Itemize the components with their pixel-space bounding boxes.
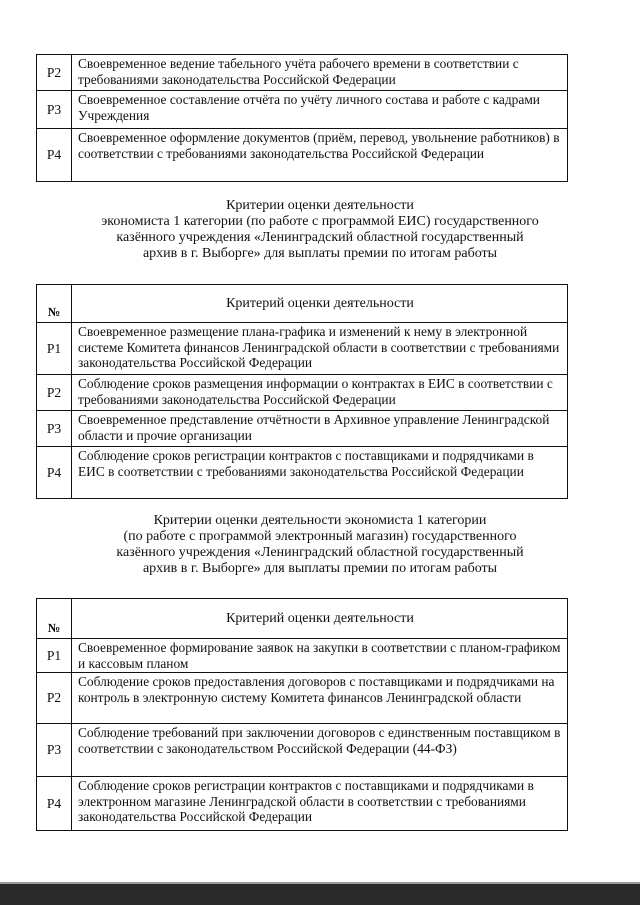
criterion-code: Р3 <box>37 91 72 129</box>
criterion-code: Р4 <box>37 129 72 182</box>
criterion-code: Р4 <box>37 777 72 831</box>
criterion-code: Р2 <box>37 673 72 724</box>
criterion-text: Своевременное формирование заявок на закупки в соответствии с планом-графиком и кассовым планом <box>72 639 568 673</box>
table-row <box>37 91 568 129</box>
section-heading-eshop <box>60 513 580 577</box>
criterion-code: Р2 <box>37 55 72 91</box>
table-row <box>37 55 568 91</box>
criterion-text: Своевременное ведение табельного учёта рабочего времени в соответствии с требованиями законодательства Российской Федерации <box>72 55 568 91</box>
column-header-criterion: Критерий оценки деятельности <box>72 285 568 323</box>
table-header-row <box>37 285 568 323</box>
heading-line: архив в г. Выборге» для выплаты премии по итогам работы <box>142 561 498 576</box>
criterion-code: Р2 <box>37 375 72 411</box>
criterion-text: Соблюдение сроков размещения информации о контрактах в ЕИС в соответствии с требованиями законодательства Российской Федерации <box>72 375 568 411</box>
table-row <box>37 411 568 447</box>
heading-line: архив в г. Выборге» для выплаты премии по итогам работы <box>142 246 498 261</box>
criterion-text: Своевременное оформление документов (приём, перевод, увольнение работников) в соответствии с требованиями законодательства Российской Федерации <box>72 129 568 182</box>
table-row <box>37 673 568 724</box>
criterion-code: Р4 <box>37 447 72 499</box>
column-header-number: № <box>37 599 72 639</box>
table-row <box>37 447 568 499</box>
section-heading-eis <box>60 198 580 262</box>
heading-line: Критерии оценки деятельности <box>226 198 414 213</box>
criterion-code: Р3 <box>37 411 72 447</box>
heading-line: экономиста 1 категории (по работе с программой ЕИС) государственного <box>101 214 539 229</box>
scan-bottom-edge <box>0 884 640 905</box>
criterion-text: Своевременное составление отчёта по учёту личного состава и работе с кадрами Учреждения <box>72 91 568 129</box>
table-row <box>37 777 568 831</box>
table-row <box>37 129 568 182</box>
criterion-text: Своевременное размещение плана-графика и изменений к нему в электронной системе Комитета финансов Ленинградской области в соответствии с требованиями законодательства Российской Федерации <box>72 323 568 375</box>
table-row <box>37 323 568 375</box>
criteria-table-continued <box>36 54 568 182</box>
column-header-number: № <box>37 285 72 323</box>
criteria-table-eis <box>36 284 568 499</box>
criterion-text: Соблюдение сроков предоставления договоров с поставщиками и подрядчиками на контроль в электронную систему Комитета финансов Ленинградской области <box>72 673 568 724</box>
table-row <box>37 375 568 411</box>
criterion-text: Соблюдение сроков регистрации контрактов с поставщиками и подрядчиками в ЕИС в соответствии с требованиями законодательства Российской Федерации <box>72 447 568 499</box>
criterion-code: Р1 <box>37 323 72 375</box>
criterion-code: Р1 <box>37 639 72 673</box>
table-row <box>37 724 568 777</box>
column-header-criterion: Критерий оценки деятельности <box>72 599 568 639</box>
heading-line: казённого учреждения «Ленинградский областной государственный <box>116 230 524 245</box>
heading-line: Критерии оценки деятельности экономиста 1 категории <box>153 513 487 528</box>
criterion-code: Р3 <box>37 724 72 777</box>
table-row <box>37 639 568 673</box>
heading-line: казённого учреждения «Ленинградский областной государственный <box>116 545 524 560</box>
criteria-table-eshop <box>36 598 568 831</box>
table-header-row <box>37 599 568 639</box>
heading-line: (по работе с программой электронный магазин) государственного <box>123 529 517 544</box>
criterion-text: Своевременное представление отчётности в Архивное управление Ленинградской области и прочие организации <box>72 411 568 447</box>
criterion-text: Соблюдение требований при заключении договоров с единственным поставщиком в соответствии с законодательством Российской Федерации (44-ФЗ) <box>72 724 568 777</box>
criterion-text: Соблюдение сроков регистрации контрактов с поставщиками и подрядчиками в электронном магазине Ленинградской области в соответствии с требованиями законодательства Российской Федерации <box>72 777 568 831</box>
